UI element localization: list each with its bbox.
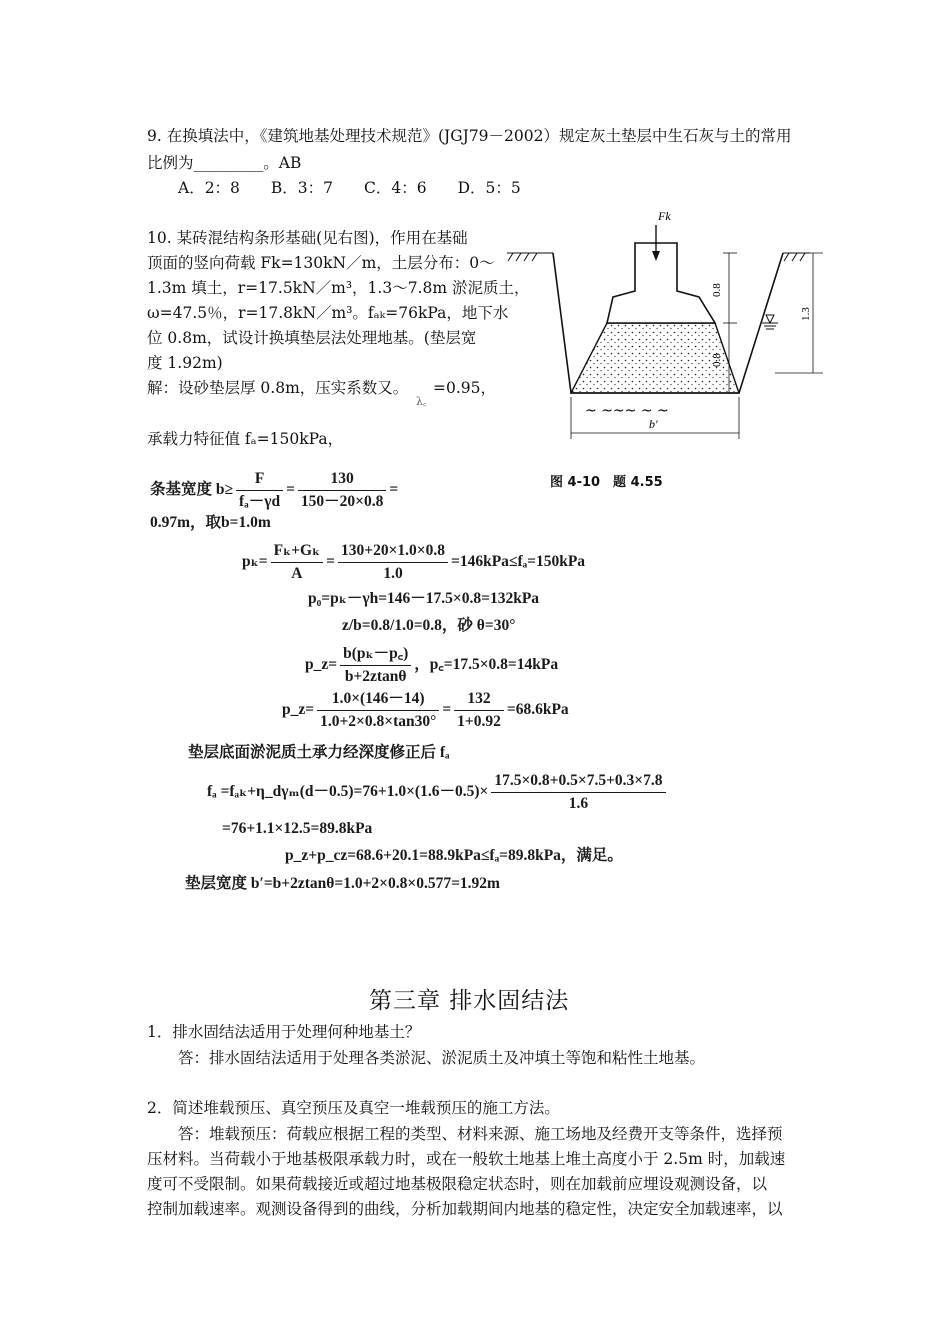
groundwater-level-icon bbox=[762, 315, 778, 329]
ch3-a2-line-1: 答：堆载预压：荷载应根据工程的类型、材料来源、施工场地及经费开支等条件，选择预 bbox=[178, 1125, 783, 1143]
pk-formula: pₖ= $\frac{\text{Fₖ+Gₖ}}{A}$ = $\frac{130+20\times 1.0\times 0.8}{1.0}$ =146kPa≤fₐ=150kPa bbox=[242, 542, 586, 582]
fa-formula: fₐ =fₐₖ+η_dγₘ(d－0.5)=76+1.0×(1.6－0.5)× $\frac{17.5\times 0.8+0.5\times 7.5+0.3\times 7.8}{1.6}$ bbox=[207, 770, 669, 815]
wavy-water-marks: ~ ~~~ ~ ~ bbox=[585, 403, 669, 419]
q9-line1: 9. 在换填法中，《建筑地基处理技术规范》(JGJ79－2002）规定灰土垫层中生石灰与土的常用 bbox=[147, 127, 792, 145]
dim-upper-label: 0.8 bbox=[711, 283, 723, 297]
ch3-q1: 1．排水固结法适用于处理何种地基土？ bbox=[147, 1023, 421, 1041]
bottom-heading: 垫层底面淤泥质土承力经深度修正后 fₐ bbox=[188, 744, 450, 761]
load-label: Fk bbox=[658, 209, 671, 223]
dim-total-label: 1.3 bbox=[800, 307, 812, 321]
q10-line-5: 位 0.8m，试设计换填垫层法处理地基。(垫层宽 bbox=[147, 329, 477, 347]
q10-solution-line: 解：设砂垫层厚 0.8m，压实系数又。 bbox=[147, 379, 409, 397]
ground-hatch-right bbox=[783, 253, 810, 261]
width-result: 0.97m，取b=1.0m bbox=[150, 514, 271, 531]
ground-hatch-left bbox=[507, 253, 553, 261]
strip-footing bbox=[607, 243, 715, 323]
width-label: b′ bbox=[649, 417, 658, 431]
dim-lower-label: 0.8 bbox=[711, 353, 723, 367]
p0-formula: p₀=pₖ－γh=146－17.5×0.8=132kPa bbox=[308, 590, 540, 607]
q10-line-6: 度 1.92m) bbox=[147, 354, 223, 372]
ch3-a2-line-3: 度可不受限制。如果荷载接近或超过地基极限稳定状态时，则在加载前应埋设观测设备，以 bbox=[147, 1175, 768, 1193]
foundation-section-figure bbox=[505, 205, 830, 445]
q9-options: A．2：8 B．3：7 C．4：6 D．5：5 bbox=[178, 179, 521, 197]
q10-bearing-line: 承载力特征值 fₐ=150kPa， bbox=[147, 430, 344, 448]
q10-line-4: ω=47.5％，r=17.8kN／m³。fₐₖ=76kPa，地下水 bbox=[147, 304, 509, 322]
pz-formula: p_z= $\frac{\text{b(pₖ－p꜀)}}{b+2ztan\theta}$ ，p꜀=17.5×0.8=14kPa bbox=[305, 645, 559, 685]
q10-line-3: 1.3m 填土，r=17.5kN／m³，1.3～7.8m 淤泥质土， bbox=[147, 279, 530, 297]
ch3-a1: 答：排水固结法适用于处理各类淤泥、淤泥质土及冲填土等饱和粘性土地基。 bbox=[178, 1049, 706, 1067]
width-prefix: 条基宽度 b≥ bbox=[150, 481, 234, 499]
fa-result: =76+1.1×12.5=89.8kPa bbox=[222, 820, 373, 837]
q9-line2: 比例为_________。AB bbox=[147, 154, 302, 172]
q10-line-1: 10. 某砖混结构条形基础(见右图)，作用在基础 bbox=[147, 229, 468, 247]
ch3-a2-line-2: 压材料。当荷载小于地基极限承载力时，或在一般软土地基上堆土高度小于 2.5m 时，加载速 bbox=[147, 1150, 786, 1168]
lambda-value: =0.95， bbox=[433, 379, 496, 397]
zb-formula: z/b=0.8/1.0=0.8，砂 θ=30° bbox=[342, 617, 516, 634]
width-formula: 条基宽度 b≥ $\frac{F}{\text{fₐ－γd}}$ = $\frac{130}{150-20\times 0.8}$ = bbox=[150, 470, 399, 510]
cushion-width-formula: 垫层宽度 b′=b+2ztanθ=1.0+2×0.8×0.577=1.92m bbox=[185, 875, 500, 892]
check-formula: p_z+p_cz=68.6+20.1=88.9kPa≤fₐ=89.8kPa，满足。 bbox=[285, 847, 623, 864]
figure-caption: 图 4-10 题 4.55 bbox=[550, 475, 663, 490]
ch3-q2: 2．简述堆载预压、真空预压及真空一堆载预压的施工方法。 bbox=[147, 1099, 560, 1117]
chapter-title: 第三章 排水固结法 bbox=[369, 988, 570, 1014]
q10-line-2: 顶面的竖向荷载 Fk=130kN／m，土层分布：0～ bbox=[147, 254, 495, 272]
ch3-a2-line-4: 控制加载速率。观测设备得到的曲线，分析加载期间内地基的稳定性，决定安全加载速率，以 bbox=[147, 1200, 783, 1218]
pz2-formula: p_z= $\frac{1.0\times(146-14)}{1.0+2\times 0.8\times\tan 30^\circ}$ = $\frac{132}{1+0.92}$ =68.6kPa bbox=[282, 690, 569, 730]
lambda-symbol: λ꜀ bbox=[416, 395, 427, 408]
